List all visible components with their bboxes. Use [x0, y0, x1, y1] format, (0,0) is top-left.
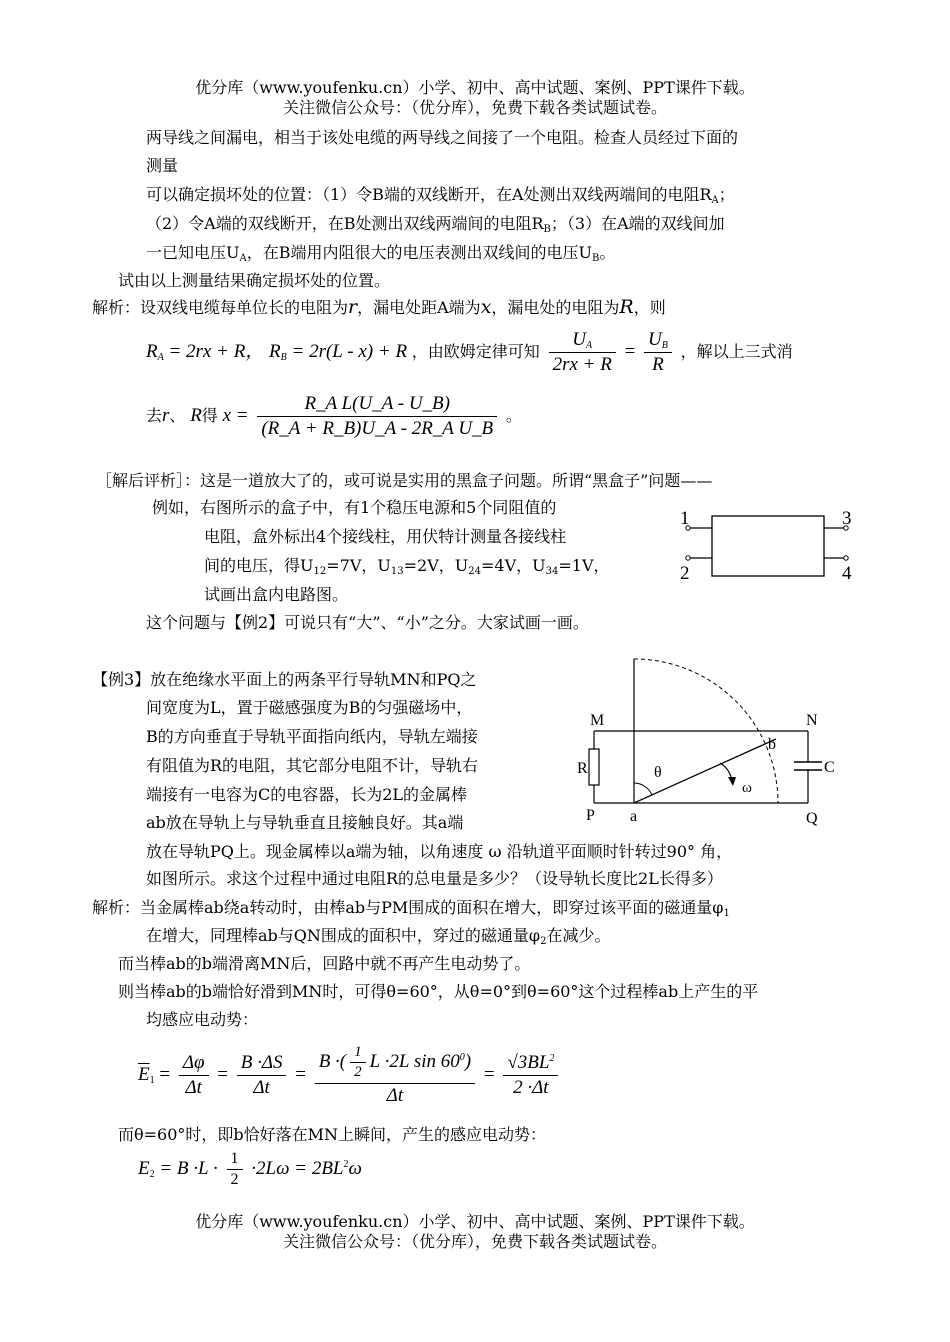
emf-fraction-4: $\frac{√3BL^2}{2 \cdot\Delta t}$	[503, 1052, 558, 1099]
problem-line-1: 两导线之间漏电，相当于该处电缆的两导线之间接了一个电阻。检查人员经过下面的	[146, 128, 739, 147]
terminal-label-4: 4	[842, 563, 852, 584]
example-3-line-5: 端接有一电容为C的电容器，长为2L的金属棒	[146, 785, 468, 804]
analysis-2-line-6: 而θ=60°时，即b恰好落在MN上瞬间，产生的感应电动势：	[118, 1125, 547, 1144]
terminal-2	[686, 556, 690, 560]
comment-line-3: 电阻，盒外标出4个接线柱，用伏特计测量各接线柱	[204, 527, 567, 546]
label-q: Q	[806, 810, 818, 827]
terminal-label-1: 1	[680, 508, 690, 529]
black-box-figure	[676, 505, 866, 585]
resistor-r	[589, 749, 599, 785]
header-line-2: 关注微信公众号：（优分库），免费下载各类试题试卷。	[282, 98, 667, 117]
problem-line-2: 测量	[146, 156, 179, 175]
header-line-1: 优分库（www.youfenku.cn）小学、初中、高中试题、案例、PPT课件下载。	[195, 78, 755, 97]
analysis-2-line-2: 在增大，同理棒ab与QN围成的面积中，穿过的磁通量$\varphi_2$在减少。	[146, 926, 611, 947]
label-m: M	[590, 712, 605, 729]
analysis-1-equations: $R_A = 2rx + R$， $R_B = 2r(L - x) + R$ ，由欧姆定律可知 $\frac{U_A}{2rx + R}$ = $\frac{U_B}{R}$ ，解以上三式消	[146, 329, 793, 375]
box-outline	[712, 516, 824, 576]
analysis-2-line-5: 均感应电动势：	[146, 1010, 259, 1029]
comment-line-1: ［解后评析］：这是一道放大了的，或可说是实用的黑盒子问题。所谓“黑盒子”问题——	[96, 471, 713, 490]
example-3-line-8: 如图所示。求这个过程中通过电阻R的总电量是多少？（设导轨长度比2L长得多）	[146, 869, 723, 888]
problem-line-5: 一已知电压$U_A$，在B端用内阻很大的电压表测出双线间的电压$U_B$。	[146, 243, 616, 264]
problem-line-4: （2）令A端的双线断开，在B处测出双线两端间的电阻$R_B$；（3）在A端的双线间加	[146, 214, 725, 235]
ohm-fraction-1: $\frac{U_A}{2rx + R}$	[549, 329, 616, 376]
example-3-line-2: 间宽度为L，置于磁感强度为B的匀强磁场中，	[146, 698, 473, 717]
comment-line-6: 这个问题与【例2】可说只有“大”、“小”之分。大家试画一画。	[146, 613, 589, 632]
footer-line-1: 优分库（www.youfenku.cn）小学、初中、高中试题、案例、PPT课件下载。	[195, 1212, 755, 1231]
label-b: b	[768, 736, 776, 753]
example-3-line-7: 放在导轨PQ上。现金属棒以a端为轴，以角速度 ω 沿轨道平面顺时针转过90° 角，	[146, 842, 733, 861]
emf-fraction-2: $\frac{B \cdot\Delta S}{\Delta t}$	[237, 1052, 287, 1099]
terminal-label-3: 3	[842, 508, 852, 529]
rail-rod-figure	[577, 655, 850, 830]
label-omega: ω	[742, 780, 752, 796]
label-p: P	[586, 807, 595, 824]
ohm-fraction-2: $\frac{U_B}{R}$	[644, 329, 672, 376]
label-c: C	[824, 759, 835, 776]
comment-line-5: 试画出盒内电路图。	[204, 585, 349, 604]
analysis-2-line-3: 而当棒ab的b端滑离MN后，回路中就不再产生电动势了。	[118, 954, 531, 973]
emf-equation-1: $\overline{E}_1$ = $\frac{\Delta\varphi}{\Delta t}$ = $\frac{B \cdot\Delta S}{\Delta t}$ = B ·( $\frac{1}{2}$ L ·2L $\sin 60^0$) Δt = $\frac{√3BL^2}{2 \cdot\Delta t}$	[138, 1044, 562, 1107]
emf-fraction-3: B ·( $\frac{1}{2}$ L ·2L $\sin 60^0$) Δt	[315, 1044, 475, 1107]
analysis-1-line-1: 解析：设双线电缆每单位长的电阻为r，漏电处距A端为x，漏电处的电阻为R，则	[92, 296, 666, 318]
example-3-line-3: B的方向垂直于导轨平面指向纸内，导轨左端接	[146, 727, 478, 746]
emf-fraction-1: $\frac{\Delta\varphi}{\Delta t}$	[179, 1052, 209, 1099]
terminal-label-2: 2	[680, 563, 690, 584]
analysis-1-result: 去r、 R得 x = $\frac{\text{R\_A L(U\_A - U\_B)}}{\text{(R\_A + R\_B)U\_A - 2R\_A U\_B}}$ 。	[146, 393, 522, 439]
label-n: N	[806, 712, 818, 729]
label-theta: θ	[654, 764, 662, 781]
analysis-2-line-4: 则当棒ab的b端恰好滑到MN时，可得θ=60°，从θ=0°到θ=60°这个过程棒ab上产生的平	[118, 982, 759, 1001]
half-fraction: $\frac{1}{2}$	[227, 1150, 243, 1189]
label-a: a	[630, 808, 638, 825]
problem-line-3: 可以确定损坏处的位置：（1）令B端的双线断开，在A处测出双线两端间的电阻$R_A$；	[146, 185, 735, 206]
result-fraction: $\frac{\text{R\_A L(U\_A - U\_B)}}{\text{(R\_A + R\_B)U\_A - 2R\_A U\_B}}$	[257, 393, 497, 440]
terminal-4	[844, 556, 848, 560]
analysis-2-line-1: 解析：当金属棒ab绕a转动时，由棒ab与PM围成的面积在增大，即穿过该平面的磁通量$\varphi_1$	[92, 898, 730, 919]
emf-equation-2: $E_2 = B \cdot L$ · $\frac{1}{2}$ $\cdot 2L\omega = 2BL^2\omega$	[138, 1150, 362, 1188]
example-3-line-1: 【例3】放在绝缘水平面上的两条平行导轨MN和PQ之	[92, 670, 477, 689]
problem-line-6: 试由以上测量结果确定损坏处的位置。	[118, 271, 391, 290]
footer-line-2: 关注微信公众号：（优分库），免费下载各类试题试卷。	[282, 1232, 667, 1251]
comment-line-2: 例如，右图所示的盒子中，有1个稳压电源和5个同阻值的	[152, 498, 557, 517]
label-r: R	[577, 760, 588, 777]
example-3-line-6: ab放在导轨上与导轨垂直且接触良好。其a端	[146, 813, 464, 832]
example-3-line-4: 有阻值为R的电阻，其它部分电阻不计，导轨右	[146, 756, 479, 775]
comment-line-4: 间的电压，得$U_{12}=7V$，$U_{13}=2V$，$U_{24}=4V$，$U_{34}=1V$，	[204, 556, 610, 577]
